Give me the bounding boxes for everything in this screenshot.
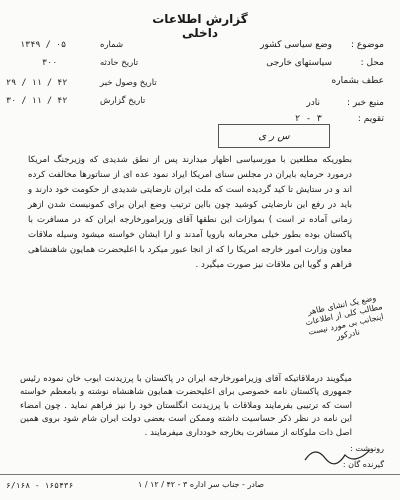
secret-stamp <box>218 124 330 148</box>
report-date-value: ۳۰ / ۱۱ / ۴۲ <box>6 96 68 106</box>
report-body <box>28 153 352 273</box>
footer-divider <box>0 474 400 475</box>
signature-scribble <box>300 440 380 470</box>
subject-value: وضع سیاسی کشور <box>260 40 332 50</box>
document-title: گزارش اطلاعات داخلی <box>152 12 248 40</box>
copy-label: رونوشت : <box>350 444 384 453</box>
second-paragraph: میگویند درملاقاتیکه آقای وزیرامورخارجه ایران در پاکستان با پرزیدنت ایوب خان نموده رئیس جمهوری پاکستان نامه خصوصی برای اعلیحضرت همایون شاهنشاه نوشته و بامعظم خواسته است که ترتیبی بفرمایند وملاقات با پرزیدنت انگلستان خود را نیز فراهم نماید . چون امضاء این نامه در نظر ذکر حساسیت داشته وممکن است بعضی دولت ایران شام شود بروی همین اصل ذات ملوکانه از مسافرت بخارجه خودداری میفرمایند . <box>20 373 352 438</box>
source-value: نادر <box>306 98 320 108</box>
report-body-second <box>20 364 352 449</box>
report-date-label: تاریخ گزارش <box>100 96 146 106</box>
rating-value: ۲ - ۳ <box>294 114 322 124</box>
note-text: وضع یک انشای ظاهر مطالب کلی از اطلاعات اینجانب بی مورد نیست نادرکور <box>304 293 385 342</box>
rating-label: تقویم : <box>357 114 384 124</box>
recipients-label: گیرنده گان : <box>342 460 384 469</box>
stamp-text: س ر ی <box>258 130 290 142</box>
place-value: سیاستهای خارجی <box>266 58 332 68</box>
footer-dispatch-note: صادر - جناب سر اداره ۳ - ۴۲ / ۱۲ / ۱ <box>138 480 265 489</box>
handwritten-note <box>297 291 393 349</box>
number-label: شماره <box>100 40 124 50</box>
source-label: منبع خبر : <box>346 98 384 108</box>
event-date-value: ۳۰۰ <box>42 58 58 68</box>
body-paragraph: بطوریکه مطلعین با مورسیاسی اظهار میدارند پس از نطق شدیدی که وزیرجنگ امریکا درمورد حرمایه بایران در مجلس سنای امریکا ایراد نمود عده ای از سناتورها مخالفت کرده اند و در ستایش تا کید گردیده است که ملت ایران نارضایتی شدیدی از حکومت خود دارند و باید در رفع این نارضایتی کوشید چون بااین ترتیب وضع ایران برای کمونیست شدن ازهر زمانی آماده تر است ) بموازات این نطقها آقای وزیرامورخارجه ایران که در مسافرت با پاکستان بوده بطور خیلی محرمانه بارویا آمدند و ارا ایشان خواسته میشود وسیله ملاقات معاون وزارت امور خارجه امریکا را که از انجا عبور میکرد با اعلیحضرت همایون شاهنشاهی فراهم و گویا این ملاقات نیز صورت میگیرد . <box>28 155 352 270</box>
subject-label: موضوع : <box>350 40 384 50</box>
receipt-date-label: تاریخ وصول خبر <box>100 78 157 88</box>
place-label: محل : <box>360 58 384 68</box>
receipt-date-value: ۲۹ / ۱۱ / ۴۲ <box>6 78 68 88</box>
event-date-label: تاریخ حادثه <box>100 58 139 68</box>
attached-label: عطف بشماره <box>331 76 384 86</box>
footer-code: ۶/۱۶۸ - ۱۶۵۴۳۶ <box>6 481 74 490</box>
number-value: ۱۳۴۹ / ۰۵ <box>20 40 67 50</box>
